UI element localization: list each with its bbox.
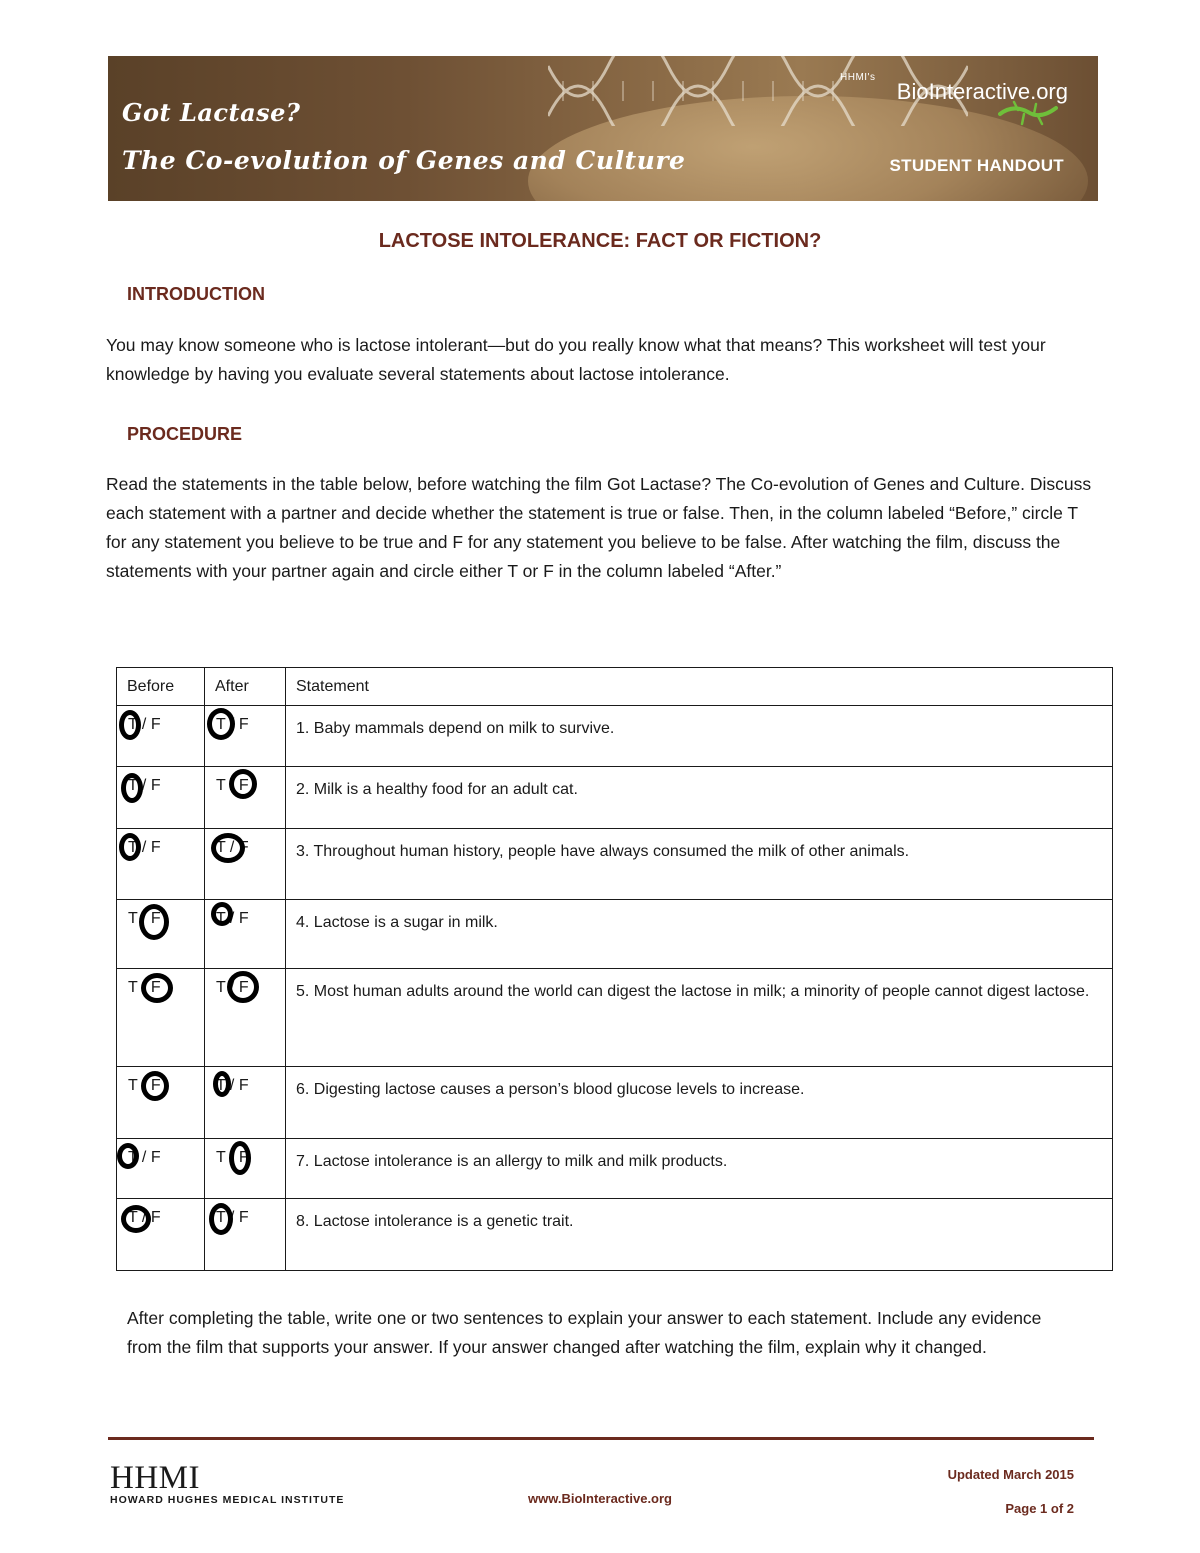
logo-big-text: BioInteractive.org: [896, 79, 1068, 104]
statement-cell: 8. Lactose intolerance is a genetic trait.: [286, 1199, 1113, 1271]
document-title: LACTOSE INTOLERANCE: FACT OR FICTION?: [378, 230, 822, 252]
circle-mark-T: [213, 1071, 231, 1097]
header-after: After: [205, 668, 286, 706]
student-handout-label: STUDENT HANDOUT: [889, 156, 1064, 175]
before-cell[interactable]: [117, 706, 205, 767]
tf-option: T / F: [216, 1077, 249, 1094]
circle-mark-F: [227, 971, 259, 1003]
circle-mark-T: [211, 833, 245, 863]
tf-option: T / F: [128, 777, 161, 794]
statement-cell: 3. Throughout human history, people have always consumed the milk of other animals.: [286, 829, 1113, 900]
before-cell[interactable]: [117, 1067, 205, 1139]
introduction-text: You may know someone who is lactose intolerant—but do you really know what that means? This worksheet will test your knowledge by having you evaluate several statements about lactose intolerance.: [106, 335, 1046, 384]
before-cell[interactable]: [117, 969, 205, 1067]
tf-option: T / F: [128, 1209, 161, 1226]
header-before: Before: [117, 668, 205, 706]
before-cell[interactable]: [117, 767, 205, 829]
table-row: [117, 900, 1113, 969]
tf-option: T / F: [128, 1149, 161, 1166]
introduction-heading: INTRODUCTION: [127, 284, 265, 304]
table-row: [117, 969, 1113, 1067]
after-cell[interactable]: [205, 900, 286, 969]
footer-divider: [108, 1437, 1094, 1440]
statement-cell: 2. Milk is a healthy food for an adult cat.: [286, 767, 1113, 829]
procedure-heading: PROCEDURE: [127, 424, 243, 444]
after-cell[interactable]: [205, 1199, 286, 1271]
statement-cell: 1. Baby mammals depend on milk to survive.: [286, 706, 1113, 767]
table-row: [117, 1199, 1113, 1271]
tf-option: T / F: [216, 839, 249, 856]
before-cell[interactable]: [117, 1199, 205, 1271]
after-cell[interactable]: [205, 969, 286, 1067]
tf-option: T / F: [128, 839, 161, 856]
procedure-body: [106, 470, 1098, 586]
table-row: [117, 706, 1113, 767]
after-cell[interactable]: [205, 1139, 286, 1199]
circle-mark-T: [121, 773, 143, 803]
tf-option: T / F: [216, 716, 249, 733]
statement-cell: 6. Digesting lactose causes a person’s blood glucose levels to increase.: [286, 1067, 1113, 1139]
statement-cell: 5. Most human adults around the world can digest the lactose in milk; a minority of people cannot digest lactose.: [286, 969, 1113, 1067]
banner-title-line2: The Co-evolution of Genes and Culture: [122, 146, 686, 175]
statements-table: [116, 667, 1113, 1271]
circle-mark-F: [229, 1141, 251, 1175]
footer-page-number: Page 1 of 2: [1005, 1501, 1074, 1516]
footer-updated-date: Updated March 2015: [947, 1467, 1074, 1482]
before-cell[interactable]: [117, 900, 205, 969]
tf-option: T / F: [216, 1149, 249, 1166]
circle-mark-F: [141, 1071, 169, 1101]
table-row: [117, 1067, 1113, 1139]
tf-option: T / F: [128, 716, 161, 733]
tf-option: T / F: [216, 910, 249, 927]
circle-mark-F: [229, 769, 257, 799]
before-cell[interactable]: [117, 829, 205, 900]
circle-mark-F: [139, 904, 169, 940]
table-row: [117, 767, 1113, 829]
circle-mark-T: [119, 833, 141, 861]
tf-option: T / F: [216, 777, 249, 794]
circle-mark-T: [207, 708, 235, 740]
circle-mark-T: [211, 902, 233, 926]
tf-option: T / F: [216, 1209, 249, 1226]
table-row: [117, 1139, 1113, 1199]
after-cell[interactable]: [205, 706, 286, 767]
statement-cell: 4. Lactose is a sugar in milk.: [286, 900, 1113, 969]
circle-mark-F: [141, 973, 173, 1003]
after-cell[interactable]: [205, 767, 286, 829]
before-cell[interactable]: [117, 1139, 205, 1199]
statement-cell: 7. Lactose intolerance is an allergy to milk and milk products.: [286, 1139, 1113, 1199]
header-banner: [108, 56, 1098, 201]
logo-small-text: HHMI's: [840, 72, 876, 83]
tf-option: T / F: [128, 1077, 161, 1094]
tf-option: T / F: [128, 910, 161, 927]
footer-url-link[interactable]: www.BioInteractive.org: [528, 1491, 672, 1506]
table-row: [117, 829, 1113, 900]
lizard-logo-icon: [998, 100, 1058, 128]
tf-option: T / F: [216, 979, 249, 996]
banner-title-line1: Got Lactase?: [122, 98, 301, 127]
circle-mark-T: [121, 1205, 151, 1233]
circle-mark-T: [119, 710, 141, 740]
header-statement: Statement: [286, 668, 1113, 706]
circle-mark-T: [209, 1203, 233, 1235]
introduction-body: [106, 331, 1096, 389]
after-cell[interactable]: [205, 829, 286, 900]
hhmi-full-name: HOWARD HUGHES MEDICAL INSTITUTE: [110, 1494, 345, 1506]
tf-option: T / F: [128, 979, 161, 996]
after-table-text: After completing the table, write one or two sentences to explain your answer to each statement. Include any evidence from the film that supports your answer. If your answer changed after watching the film, explain why it changed.: [127, 1308, 1042, 1357]
after-table-instructions: [127, 1304, 1077, 1362]
hhmi-logo: HHMI: [110, 1460, 200, 1496]
procedure-text: Read the statements in the table below, before watching the film Got Lactase? The Co-evolution of Genes and Culture. Discuss each statement with a partner and decide whether the statement is true or false. Then, in the column labeled “Before,” circle T for any statement you believe to be true and F for any statement you believe to be false. After watching the film, discuss the statements with your partner again and circle either T or F in the column labeled “After.”: [106, 474, 1092, 581]
after-cell[interactable]: [205, 1067, 286, 1139]
circle-mark-T: [117, 1143, 139, 1169]
table-header-row: [117, 668, 1113, 706]
